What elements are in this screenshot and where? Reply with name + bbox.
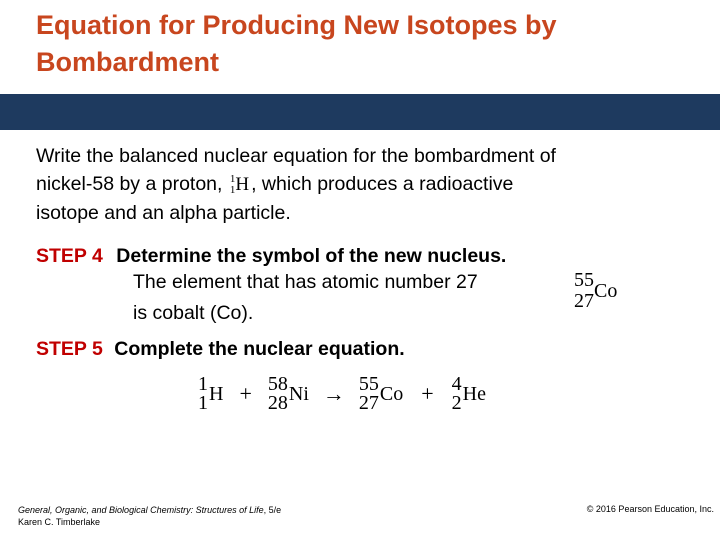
step4-text-1: The element that has atomic number 27 [133, 271, 478, 293]
cobalt-symbol [574, 270, 617, 312]
step5-label: STEP 5 [36, 338, 103, 360]
step5-row [36, 336, 405, 362]
plus-sign-2: + [421, 381, 434, 406]
cobalt-atomic: 27 [574, 290, 594, 312]
eq-ni-atomic: 28 [267, 392, 288, 414]
step4-heading: Determine the symbol of the new nucleus. [116, 245, 507, 267]
proton-mass: 1 [229, 173, 236, 186]
proton-symbol [230, 171, 249, 199]
footer-author: Karen C. Timberlake [18, 517, 101, 527]
cobalt-letter: Co [594, 279, 618, 302]
eq-ni-mass: 58 [267, 373, 288, 395]
nuclear-equation [198, 370, 486, 418]
eq-h-atomic: 1 [198, 392, 208, 414]
intro-text [36, 142, 696, 227]
step4-row [36, 243, 506, 269]
slide-title: Equation for Producing New Isotopes by Bombardment [36, 10, 557, 77]
title-band [0, 94, 720, 130]
proton-atomic: 1 [229, 184, 236, 197]
eq-co-atomic: 27 [358, 392, 379, 414]
footer-citation [18, 504, 281, 528]
plus-sign-1: + [239, 381, 252, 406]
eq-he-symbol: He [462, 382, 486, 405]
eq-co-symbol: Co [379, 382, 404, 405]
intro-line-2-pre: nickel-58 by a proton, [36, 173, 228, 195]
intro-line-2-post: , which produces a radioactive [251, 173, 514, 195]
cobalt-mass: 55 [574, 269, 594, 291]
eq-h-symbol: H [209, 382, 224, 405]
intro-line-2 [36, 170, 696, 199]
eq-he-mass: 4 [451, 373, 462, 395]
eq-ni-symbol: Ni [288, 382, 309, 405]
footer-edition: , 5/e [263, 505, 282, 515]
eq-term-hydrogen [198, 375, 223, 413]
step4-label: STEP 4 [36, 245, 103, 267]
eq-term-nickel [268, 375, 309, 413]
step4-text-2: is cobalt (Co). [133, 302, 254, 324]
eq-term-cobalt [359, 375, 403, 413]
intro-line-3: isotope and an alpha particle. [36, 201, 291, 224]
footer-copyright: © 2016 Pearson Education, Inc. [586, 504, 714, 514]
eq-term-helium [452, 375, 486, 413]
eq-he-atomic: 2 [451, 392, 462, 414]
eq-h-mass: 1 [198, 373, 208, 395]
eq-co-mass: 55 [358, 373, 379, 395]
reaction-arrow: → [322, 381, 345, 406]
intro-line-1: Write the balanced nuclear equation for the bombardment of [36, 145, 556, 167]
proton-letter: H [235, 173, 250, 195]
step5-heading: Complete the nuclear equation. [114, 338, 405, 360]
footer-book-title: General, Organic, and Biological Chemistry: Structures of Life [18, 505, 264, 515]
